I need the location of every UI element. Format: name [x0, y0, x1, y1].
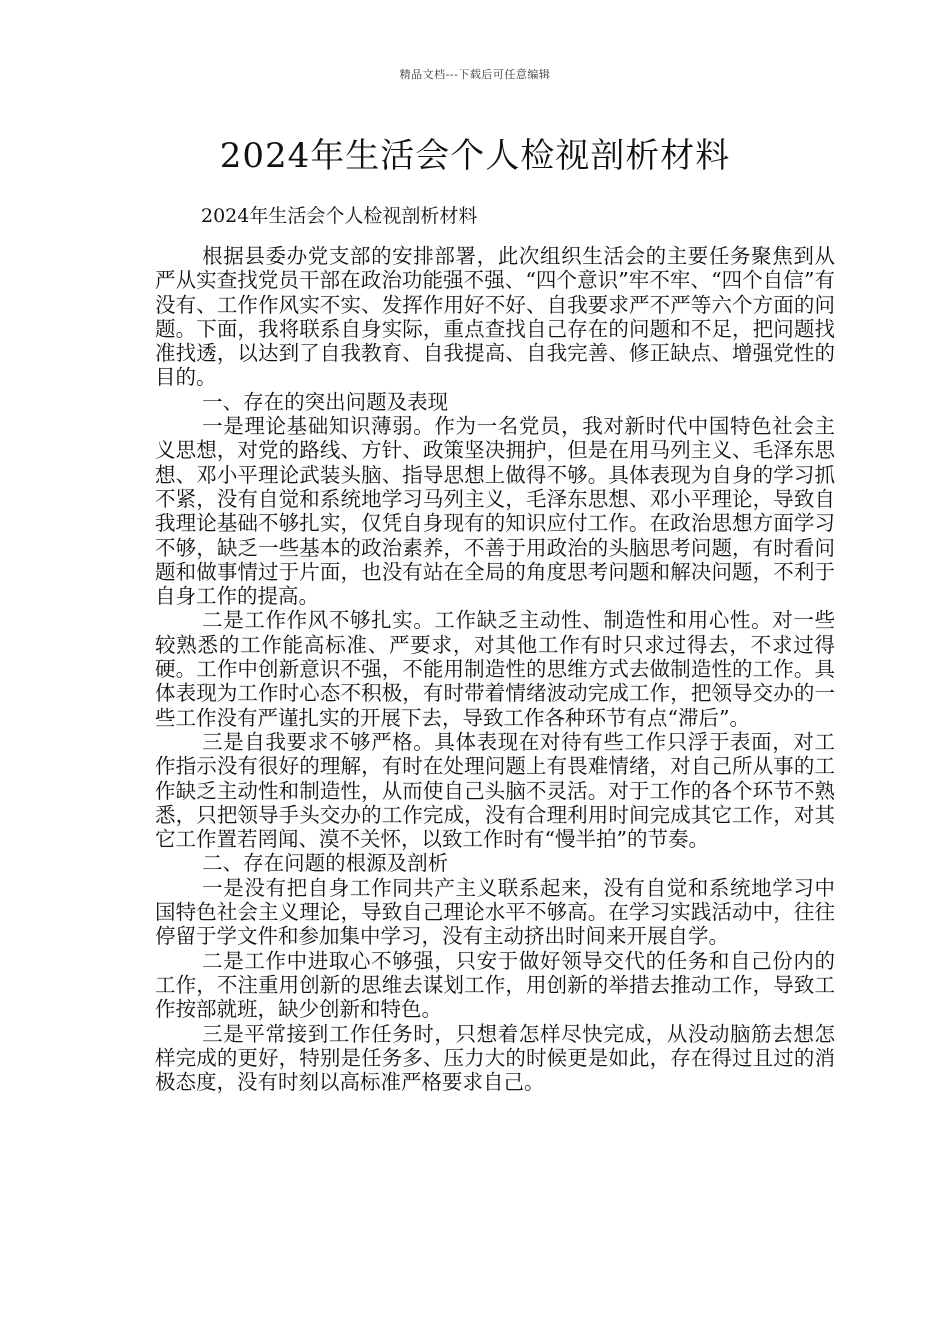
paragraph-cause-1: 一是没有把自身工作同共产主义联系起来，没有自觉和系统地学习中国特色社会主义理论，导致自己理论水平不够高。在学习实践活动中，往往停留于学文件和参加集中学习，没有主动挤出时间来开展自学。 — [155, 875, 835, 949]
paragraph-cause-3: 三是平常接到工作任务时，只想着怎样尽快完成，从没动脑筋去想怎样完成的更好，特别是任务多、压力大的时候更是如此，存在得过且过的消极态度，没有时刻以高标准严格要求自己。 — [155, 1021, 835, 1095]
document-subtitle: 2024年生活会个人检视剖析材料 — [201, 205, 478, 227]
section-heading-problems: 一、存在的突出问题及表现 — [202, 389, 449, 414]
document-body — [155, 244, 835, 1094]
paragraph-intro: 根据县委办党支部的安排部署，此次组织生活会的主要任务聚焦到从严从实查找党员干部在政治功能强不强、“四个意识”牢不牢、“四个自信”有没有、工作作风实不实、发挥作用好不好、自我要求严不严等六个方面的问题。下面，我将联系自身实际，重点查找自己存在的问题和不足，把问题找准找透，以达到了自我教育、自我提高、自我完善、修正缺点、增强党性的目的。 — [155, 244, 835, 390]
paragraph-problem-3: 三是自我要求不够严格。具体表现在对待有些工作只浮于表面，对工作指示没有很好的理解，有时在处理问题上有畏难情绪，对自己所从事的工作缺乏主动性和制造性，从而使自己头脑不灵活。对于工作的各个环节不熟悉，只把领导手头交办的工作完成，没有合理利用时间完成其它工作，对其它工作置若罔闻、漠不关怀，以致工作时有“慢半拍”的节奏。 — [155, 729, 835, 852]
section-heading-causes: 二、存在问题的根源及剖析 — [202, 851, 449, 876]
paragraph-problem-1: 一是理论基础知识薄弱。作为一名党员，我对新时代中国特色社会主义思想，对党的路线、方针、政策坚决拥护，但是在用马列主义、毛泽东思想、邓小平理论武装头脑、指导思想上做得不够。具体表现为自身的学习抓不紧，没有自觉和系统地学习马列主义，毛泽东思想、邓小平理论，导致自我理论基础不够扎实，仅凭自身现有的知识应付工作。在政治思想方面学习不够，缺乏一些基本的政治素养，不善于用政治的头脑思考问题，有时看问题和做事情过于片面，也没有站在全局的角度思考问题和解决问题，不利于自身工作的提高。 — [155, 414, 835, 609]
document-title: 2024年生活会个人检视剖析材料 — [219, 136, 731, 176]
paragraph-cause-2: 二是工作中进取心不够强，只安于做好领导交代的任务和自己份内的工作，不注重用创新的思维去谋划工作，用创新的举措去推动工作，导致工作按部就班，缺少创新和特色。 — [155, 948, 835, 1022]
paragraph-problem-2: 二是工作作风不够扎实。工作缺乏主动性、制造性和用心性。对一些较熟悉的工作能高标准、严要求，对其他工作有时只求过得去，不求过得硬。工作中创新意识不强，不能用制造性的思维方式去做制造性的工作。具体表现为工作时心态不积极，有时带着情绪波动完成工作，把领导交办的一些工作没有严谨扎实的开展下去，导致工作各种环节有点“滞后”。 — [155, 608, 835, 730]
header-note: 精品文档---下载后可任意编辑 — [399, 68, 551, 81]
